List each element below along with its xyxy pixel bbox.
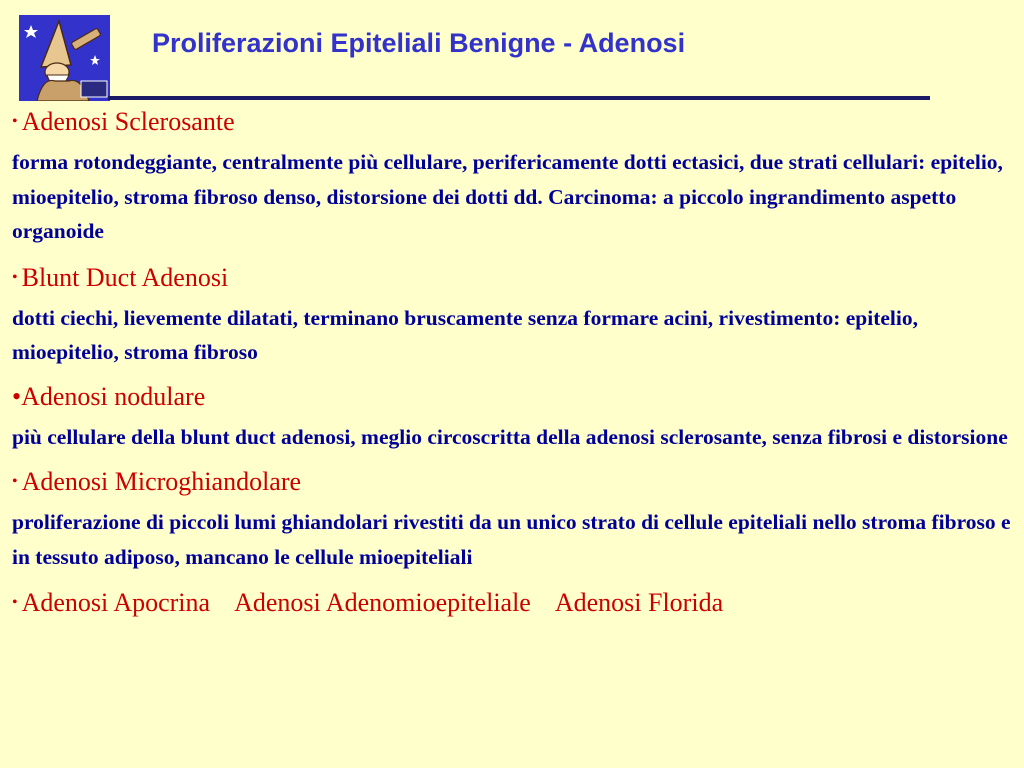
- bullet-icon: •: [12, 594, 18, 611]
- section-description: dotti ciechi, lievemente dilatati, terminano bruscamente senza formare acini, rivestimento: epitelio, mioepitelio, stroma fibroso: [12, 305, 918, 364]
- section-heading: [12, 261, 1017, 295]
- section-description: più cellulare della blunt duct adenosi, meglio circoscritta della adenosi sclerosante, senza fibrosi e distorsione: [12, 424, 1008, 449]
- heading-text: Blunt Duct Adenosi: [21, 262, 229, 292]
- heading-adenomioepiteliale: Adenosi Adenomioepiteliale: [234, 588, 531, 617]
- section-description: proliferazione di piccoli lumi ghiandolari rivestiti da un unico strato di cellule epiteliali nello stroma fibroso e in tessuto adiposo, mancano le cellule mioepiteliali: [12, 510, 1011, 569]
- bullet-icon: •: [12, 113, 18, 130]
- bullet-icon: •: [12, 473, 18, 490]
- heading-apocrina: Adenosi Apocrina: [21, 588, 211, 617]
- wizard-logo-icon: [19, 15, 110, 101]
- heading-florida: Adenosi Florida: [554, 588, 724, 617]
- title-divider: [108, 96, 930, 100]
- heading-text: Adenosi Microghiandolare: [21, 467, 302, 496]
- section-description: forma rotondeggiante, centralmente più cellulare, perifericamente dotti ectasici, due strati cellulari: epitelio, mioepitelio, stroma fibroso denso, distorsione dei dotti dd. Carcinoma: a piccolo ingrandimento aspetto organoide: [12, 150, 1003, 243]
- bullet-icon: •: [12, 268, 18, 286]
- heading-text: Adenosi nodulare: [21, 381, 206, 411]
- other-adenosi-list: [12, 586, 1017, 620]
- section-heading: [12, 105, 1017, 139]
- heading-text: Adenosi Sclerosante: [21, 107, 235, 136]
- wizard-illustration: [19, 15, 110, 101]
- slide-content: [12, 105, 1017, 620]
- bullet-icon: •: [12, 381, 22, 411]
- page-title: Proliferazioni Epiteliali Benigne - Adenosi: [152, 28, 686, 58]
- section-heading: [12, 380, 1017, 414]
- section-heading: [12, 465, 1017, 499]
